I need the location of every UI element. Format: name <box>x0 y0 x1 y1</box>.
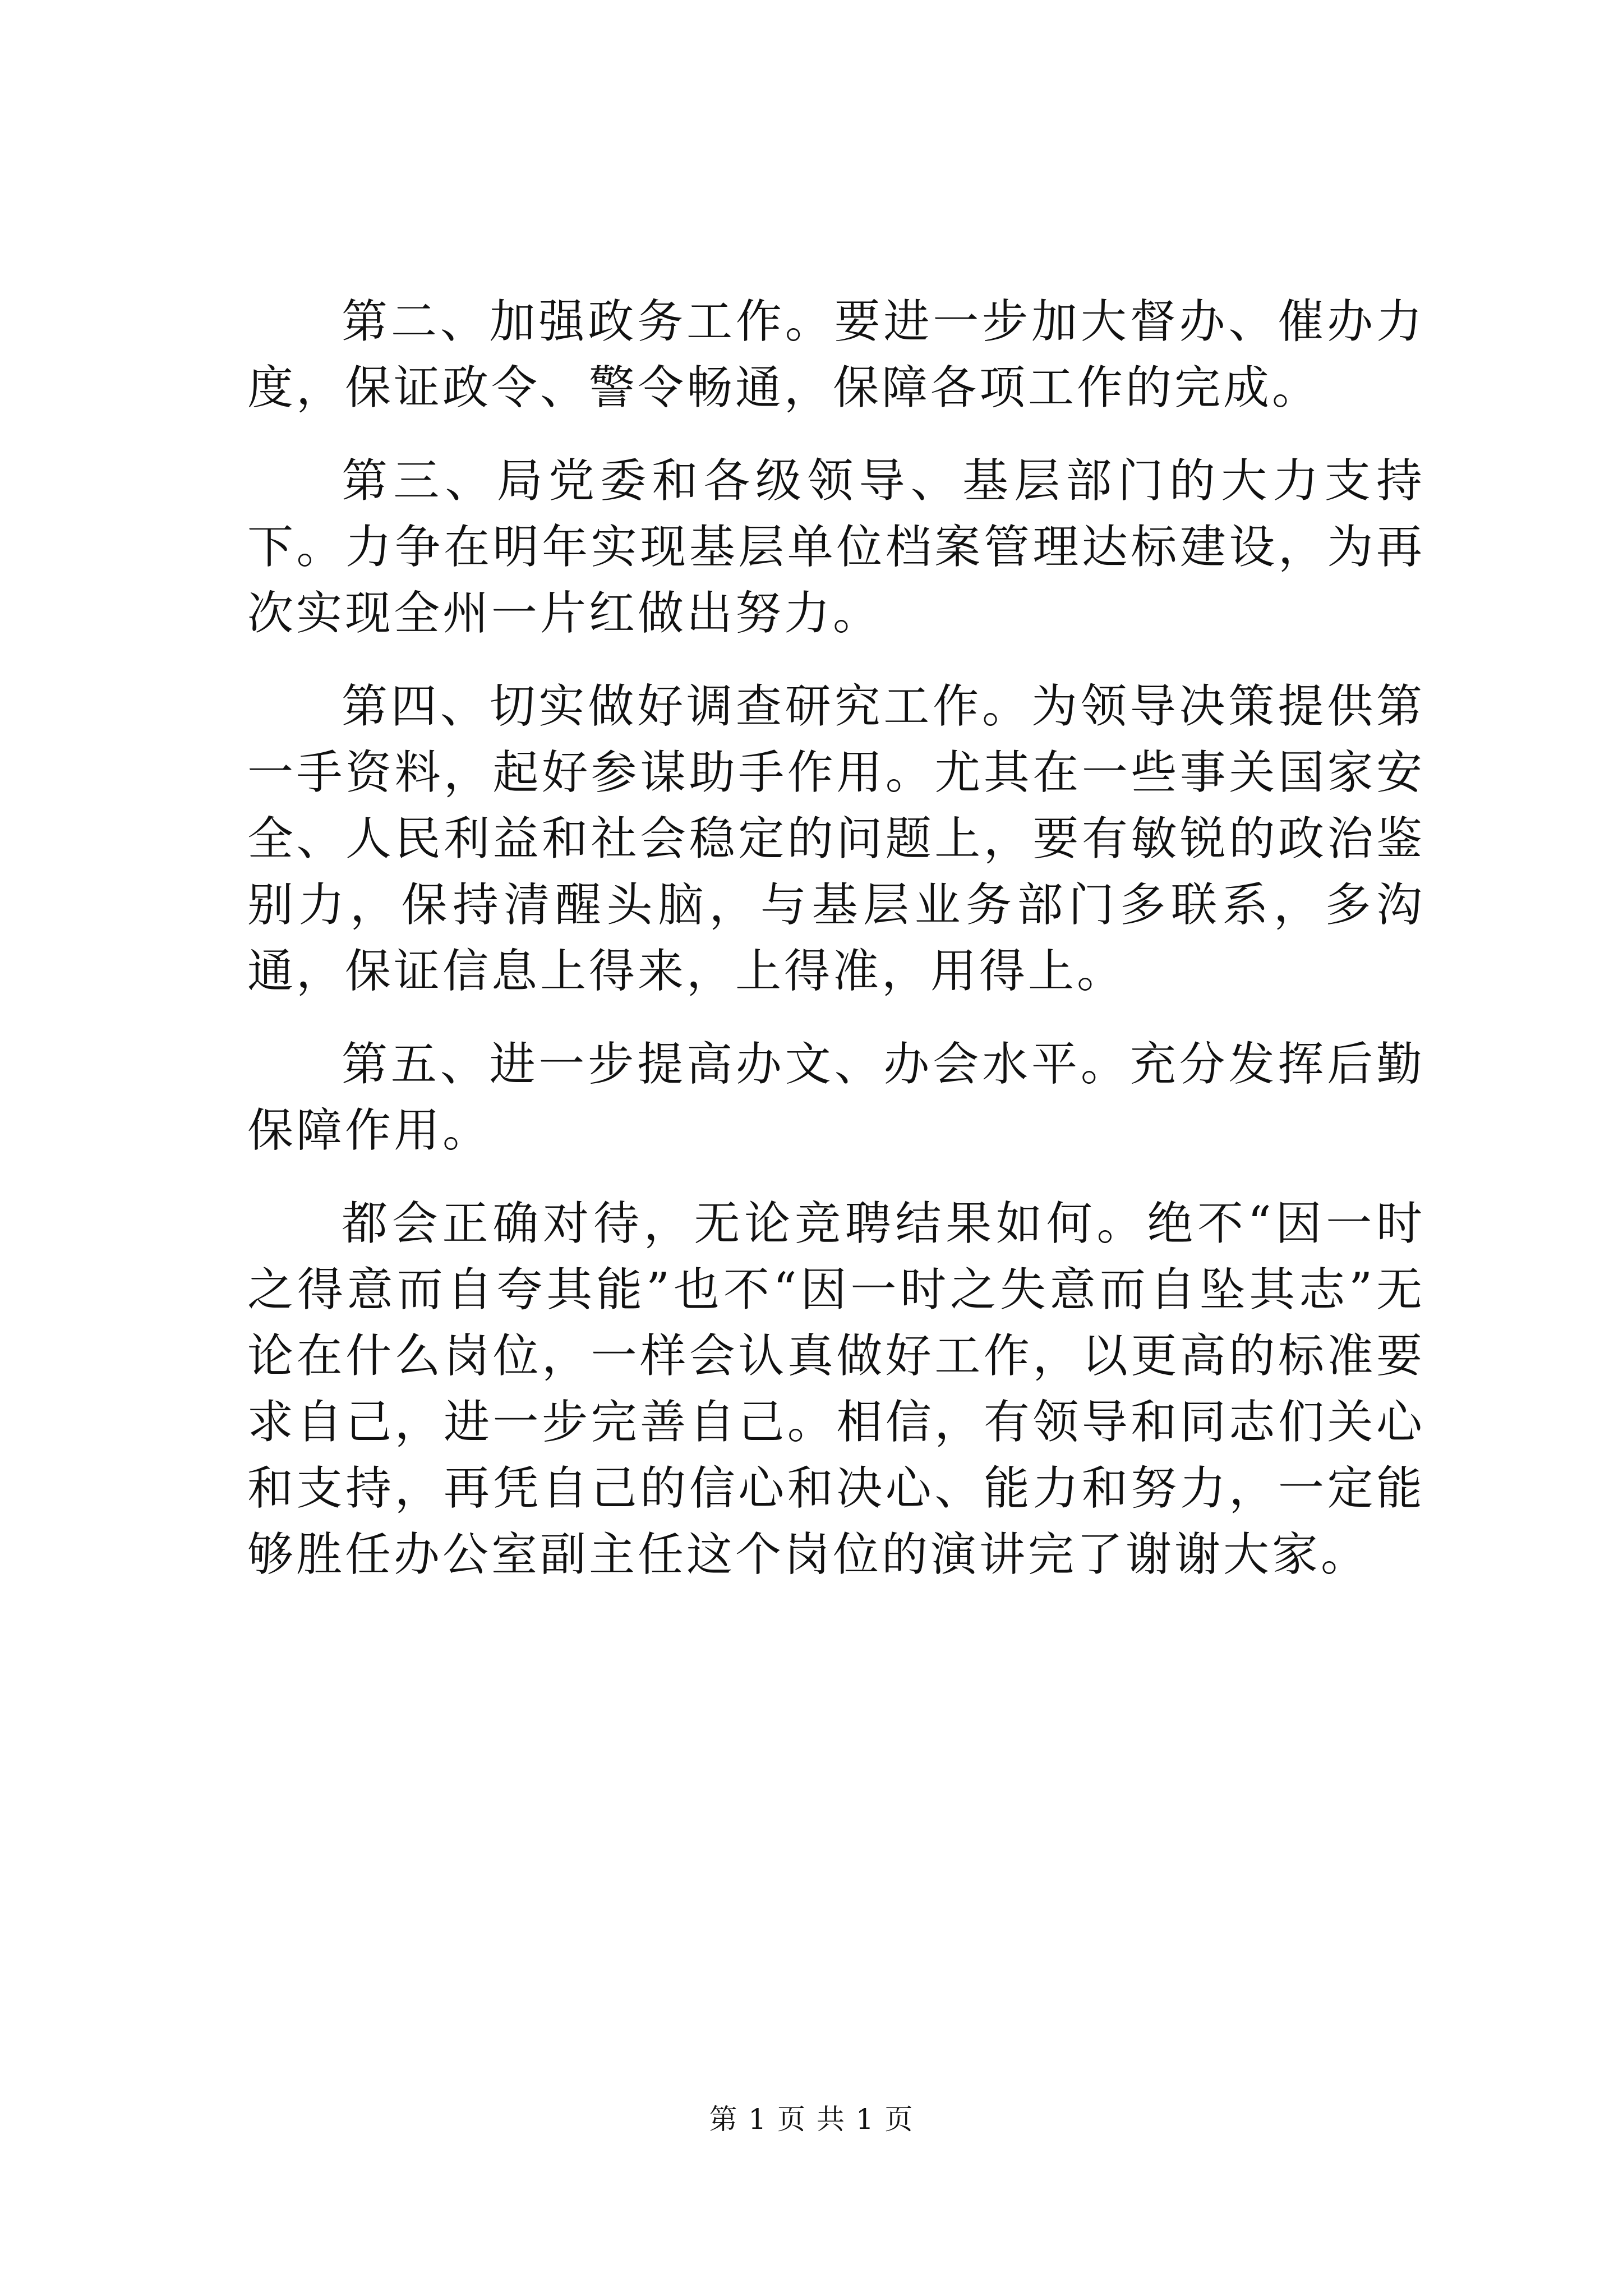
paragraph-5-office-work-level: 第五、进一步提高办文、办会水平。充分发挥后勤保障作用。 <box>247 1038 1425 1157</box>
paragraph-2-strengthen-government-affairs: 第二、加强政务工作。要进一步加大督办、催办力度，保证政令、警令畅通，保障各项工作的完成。 <box>247 295 1425 415</box>
paragraph-4-investigation-research: 第四、切实做好调查研究工作。为领导决策提供第一手资料，起好参谋助手作用。尤其在一些事关国家安全、人民利益和社会稳定的问题上，要有敏锐的政治鉴别力，保持清醒头脑，与基层业务部门多联系，多沟通，保证信息上得来，上得准，用得上。 <box>247 680 1425 998</box>
paragraph-closing-remarks: 都会正确对待，无论竞聘结果如何。绝不“因一时之得意而自夸其能”也不“因一时之失意而自坠其志”无论在什么岗位，一样会认真做好工作，以更高的标准要求自己，进一步完善自己。相信，有领导和同志们关心和支持，再凭自己的信心和决心、能力和努力，一定能够胜任办公室副主任这个岗位的演讲完了谢谢大家。 <box>247 1197 1425 1581</box>
paragraph-3-archive-management: 第三、局党委和各级领导、基层部门的大力支持下。力争在明年实现基层单位档案管理达标建设，为再次实现全州一片红做出努力。 <box>247 454 1425 640</box>
document-body <box>247 289 1425 1615</box>
page-footer: 第 1 页 共 1 页 <box>709 2103 914 2136</box>
